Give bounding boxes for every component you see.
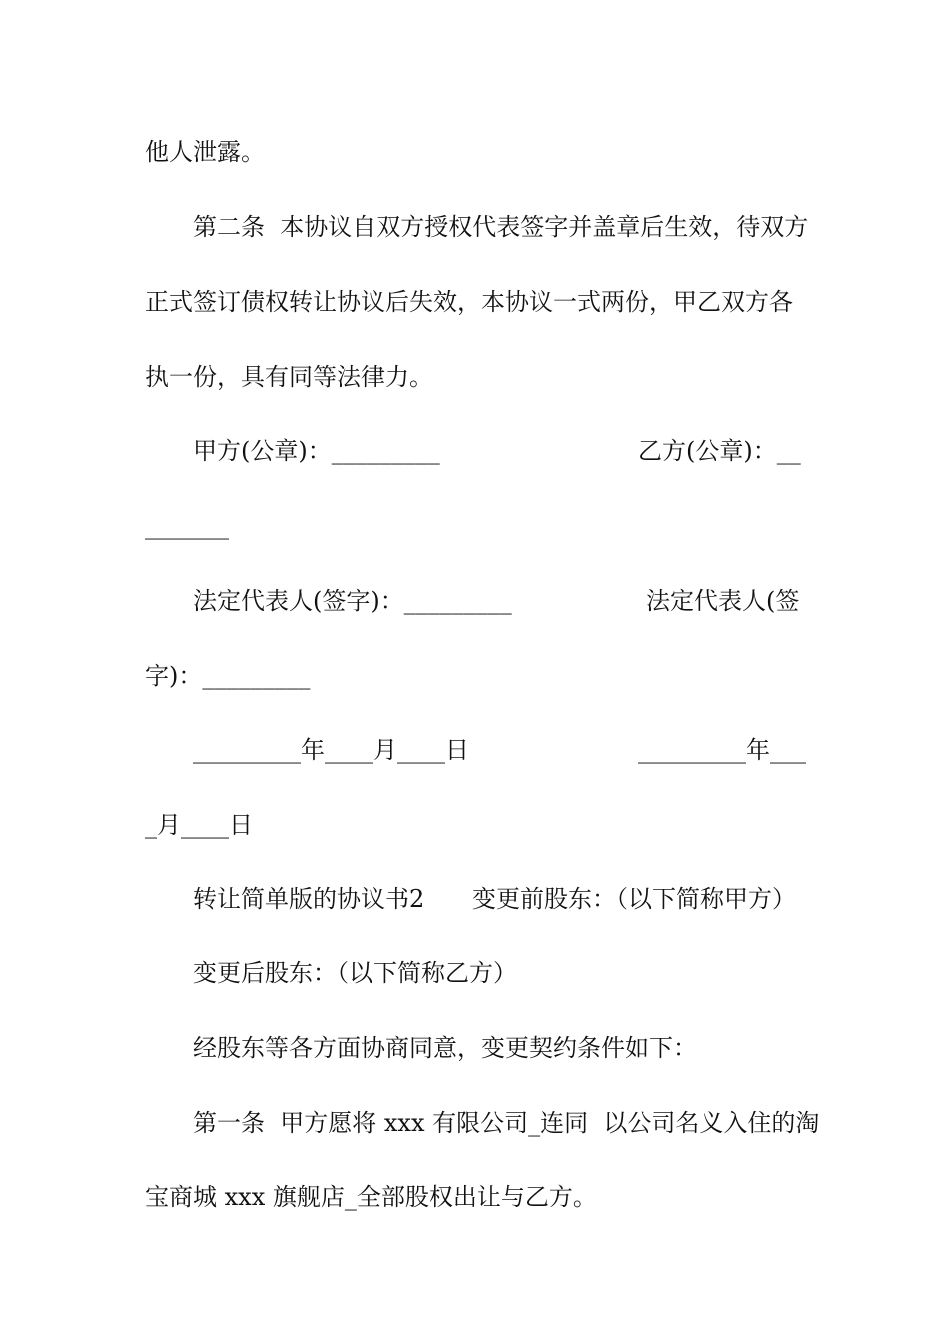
paragraph-line: 正式签订债权转让协议后失效，本协议一式两份，甲乙双方各 — [145, 288, 793, 316]
section-heading: 转让简单版的协议书2 — [193, 885, 425, 913]
paragraph-line: 经股东等各方面协商同意，变更契约条件如下： — [193, 1034, 697, 1062]
party-b-seal-line: 乙方(公章)：__ — [638, 437, 801, 465]
party-a-date-line: _________年____月____日 — [193, 736, 469, 764]
article-1-line: 第一条 甲方愿将 xxx 有限公司_连同 以公司名义入住的淘 — [193, 1109, 820, 1137]
party-a-seal-line: 甲方(公章)：_________ — [193, 437, 440, 465]
paragraph-line: 执一份，具有同等法律力。 — [145, 363, 433, 391]
party-a-rep-line: 法定代表人(签字)：_________ — [193, 587, 512, 615]
paragraph-line: _______ — [145, 512, 229, 540]
former-shareholder-line: 变更前股东：（以下简称甲方） — [472, 885, 796, 913]
paragraph-line: 宝商城 xxx 旗舰店_全部股权出让与乙方。 — [145, 1183, 597, 1211]
paragraph-line: 字)：_________ — [145, 662, 311, 690]
paragraph-line: 他人泄露。 — [145, 138, 265, 166]
party-b-rep-line: 法定代表人(签 — [646, 587, 800, 615]
paragraph-line: _月____日 — [145, 811, 253, 839]
party-b-date-line: _________年___ — [638, 736, 806, 764]
new-shareholder-line: 变更后股东：（以下简称乙方） — [193, 959, 517, 987]
article-2-line: 第二条 本协议自双方授权代表签字并盖章后生效，待双方 — [193, 213, 809, 241]
